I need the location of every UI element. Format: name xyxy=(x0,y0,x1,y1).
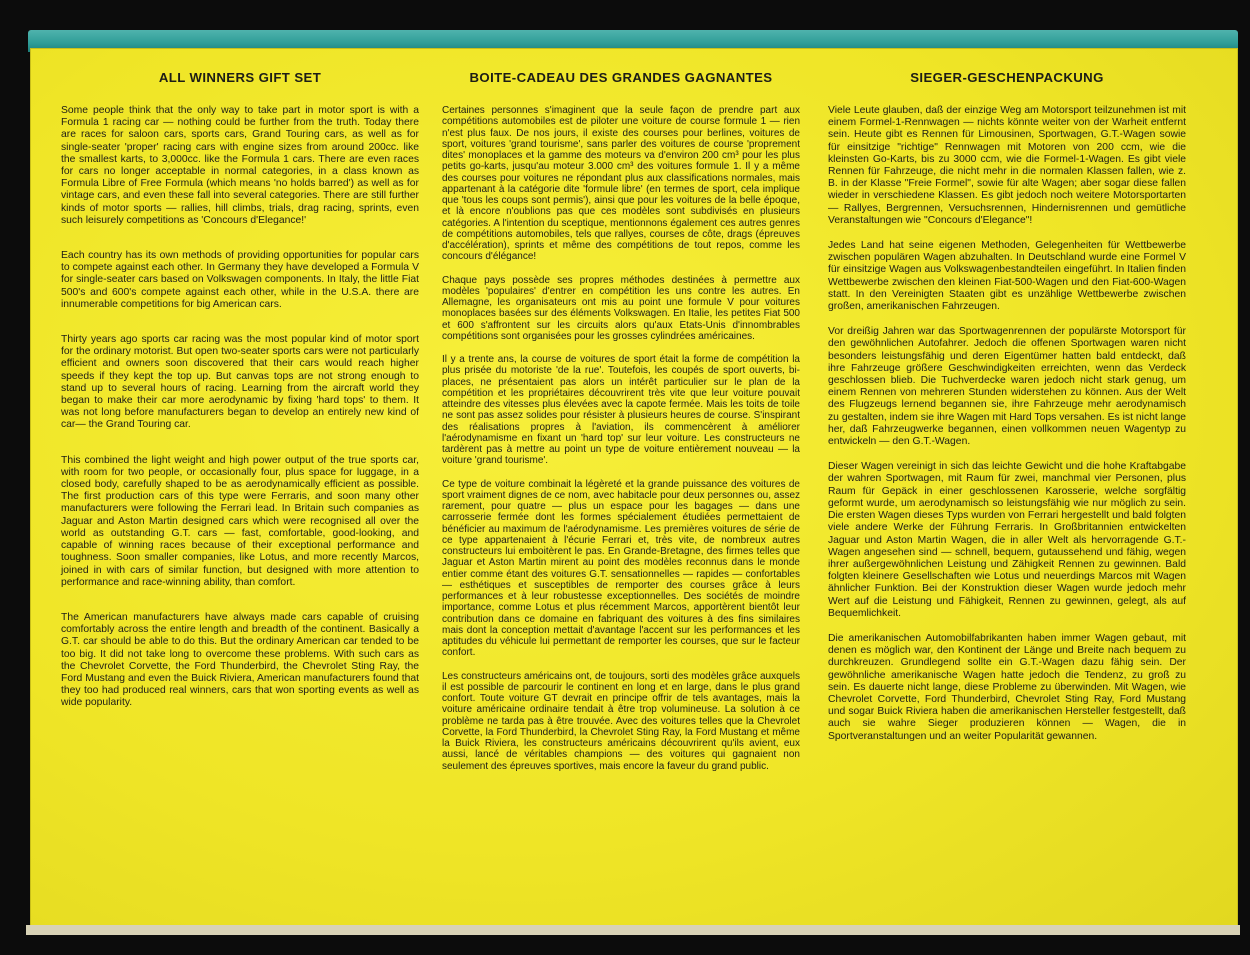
heading-english: ALL WINNERS GIFT SET xyxy=(158,70,322,85)
paragraph: Les constructeurs américains ont, de toujours, sorti des modèles grâce auxquels il est possible de parcourir le continent en long et en large, dans le plus grand confort. Toute voiture GT devrait en principe offrir de tels avantages, mais la voiture américaine ordinaire tendait à être trop volumineuse. La solution à ce problème ne tarda pas à être trouvée. Avec des voitures telles que la Chevrolet Corvette, la Ford Thunderbird, la Chevrolet Sting Ray, la Ford Mustang et même la Buick Riviera, les constructeurs américains découvrirent qu'ils avient, eux aussi, lancé de véritables champions — des voitures qui gagnaient non seulement des épreuves sportives, mais encore la faveur du grand public. xyxy=(442,670,800,772)
heading-german: SIEGER-GESCHENPACKUNG xyxy=(910,70,1104,85)
heading-french: BOITE-CADEAU DES GRANDES GAGNANTES xyxy=(469,70,773,85)
paragraph: Dieser Wagen vereinigt in sich das leichte Gewicht und die hohe Kraftabgabe der wahren Sportwagen, mit Raum für zwei, manchmal vier Personen, plus Raum für Gepäck in einer geschlossenen Karosserie, welche sorgfältig geformt wurde, um aerodynamisch so leistungsfähig wie nur möglich zu sein. Die ersten Wagen dieses Typs wurden von Ferrari hergestellt und bald folgten viele andere Werke der Führung Ferraris. In Großbritannien entwickelten Jaguar und Aston Martin Wagen, die in aller Welt als hervorragende G.T.-Wagen angesehen sind — schnell, bequem, gutaussehend und fähig, wegen ihrer außergewöhnlichen Leistung und Zähigkeit Rennen zu gewinnen. Bald folgten kleinere Gesellschaften wie Lotus und neuerdings Marcos mit Wagen ähnlicher Funktion. Bei der Konstruktion dieser Wagen wurde jedoch mehr Wert auf die Leistung und Fähigkeit, Rennen zu gewinnen, gelegt, als auf Bequemlichkeit. xyxy=(828,461,1186,619)
column-english xyxy=(61,70,419,733)
paragraph: This combined the light weight and high power output of the true sports car, with room for two people, or occasionally four, plus space for luggage, in a closed body, carefully shaped to be as aerodynamically efficient as possible. The first production cars of this type were Ferraris, and soon many other manufacturers were following the Ferrari lead. In Britain such companies as Jaguar and Aston Martin designed cars which were recognised all over the world as outstanding G.T. cars — fast, comfortable, good-looking, and capable of winning races because of their exceptional performance and toughness. Soon smaller companies, like Lotus, and more recently Marcos, joined in with cars of similar function, but designed with more attention to performance and race-winning ability, than comfort. xyxy=(61,454,419,588)
paragraph: Chaque pays possède ses propres méthodes destinées à permettre aux modèles 'populaires' d'entrer en compétition les uns contre les autres. En Allemagne, les organisateurs ont mis au point une formule V pour voitures monoplaces basées sur des éléments Volkswagen. En Italie, les petites Fiat 500 et 600 s'affrontent sur les circuits alors qu'aux Etats-Unis d'innombrables compétitions sont organisées pour les grosses cylindrées américaines. xyxy=(442,274,800,342)
paragraph: Vor dreißig Jahren war das Sportwagenrennen der populärste Motorsport für den gewöhnlichen Autofahrer. Jedoch die offenen Sportwagen waren nicht besonders leistungsfähig und deren Eigentümer hatten bald entdeckt, daß ihre Fahrzeuge größere Geschwindigkeiten erreichten, wenn das Verdeck geschlossen blieb. Die Tuchverdecke waren jedoch nicht stark genug, um einem Rennen von mehreren Stunden widerstehen zu können. Aus der Welt des Flugzeugs lernend begannen sie, ihre Fahrzeuge mehr aerodynamisch zu gestalten, indem sie ihre Wagen mit Hard Tops versahen. Es ist nicht lange her, daß Fahrzeugwerke begannen, einen vollkommen neuen Wagentyp zu entwickeln — den G.T.-Wagen. xyxy=(828,326,1186,448)
box-back-panel xyxy=(30,48,1238,928)
paragraph: Some people think that the only way to take part in motor sport is with a Formula 1 racing car — nothing could be further from the truth. Today there are races for saloon cars, sports cars, Grand Touring cars, as well as for single-seater 'proper' racing cars with engine sizes from around 200cc. like the smallest karts, to 3,000cc. like the Formula 1 cars. There are even races for cars no longer acceptable in normal categories, in a class known as Formula Libre of Free Formula (which means 'no holds barred') as well as for vintage cars, and even these fall into several categories. There are still further kinds of motor sports — rallies, hill climbs, trials, drag racing, sprints, even such leisurely competitions as 'Concours d'Elegance!' xyxy=(61,105,419,226)
column-german xyxy=(828,70,1186,756)
paragraph: Il y a trente ans, la course de voitures de sport était la forme de compétition la plus prisée du motoriste 'de la rue'. Toutefois, les coupés de sport ouverts, bi-places, ne présentaient pas alors un intérêt particulier sur le plan de la compétition et les propriétaires découvrirent très vite que leur voiture pouvait atteindre des vitesses plus élevées avec la capote fermée. Mais les toits de toile ne sont pas assez solides pour résister à plusieurs heures de course. S'inspirant des réalisations propres à l'aviation, ils commencèrent à améliorer l'aérodynamisme en fixant un 'hard top' sur leur voiture. Les constructeurs ne tardèrent pas à mettre au point un type de voiture entièrement nouveau — la voiture 'grand tourisme'. xyxy=(442,354,800,467)
paragraph: Certaines personnes s'imaginent que la seule façon de prendre part aux compétitions automobiles est de piloter une voiture de course formule 1 — rien n'est plus faux. De nos jours, il existe des courses pour berlines, voitures de sport, voitures 'grand tourisme', sans parler des voitures de course 'proprement dites' monoplaces et la gamme des moteurs va d'environ 200 cm³ pour les plus petits go-karts, jusqu'au moteur 3.000 cm³ des voitures formule 1. Il y a même des courses pour voitures ne répondant plus aux classifications normales, mais appartenant à la catégorie dite 'formule libre' (en termes de sport, cela implique que 'tous les coups sont permis'), ainsi que pour les voitures de la belle époque, et là encore n'oublions pas que ces modèles sont subdivisés en plusieurs catégories. A l'intention du sceptique, mentionnons également ces autres genres de compétitions automobiles, tels que rallyes, courses de côte, drags (épreuves d'accélération), sprints et même des compétitions de tout repos, comme les concours d'élégance! xyxy=(442,105,800,263)
paragraph: Ce type de voiture combinait la légèreté et la grande puissance des voitures de sport vraiment dignes de ce nom, avec habitacle pour deux personnes ou, assez rarement, pour quatre — plus un espace pour les bagages — dans une carrosserie fermée dont les formes spécialement étudiées permettaient de bénéficier au maximum de l'aérodynamisme. Les premières voitures de série de ce type appartenaient à l'écurie Ferrari et, très vite, de nombreux autres constructeurs lui emboitèrent le pas. En Grande-Bretagne, des firmes telles que Jaguar et Aston Martin mirent au point des modèles reconnus dans le monde entier comme étant des voitures G.T. sensationnelles — rapides — confortables — esthétiques et susceptibles de remporter des courses grâce à leurs performances et à leur robustesse exceptionnelles. Des sociétés de moindre importance, comme Lotus et plus récemment Marcos, apportèrent bientôt leur contribution dans ce domaine en fabriquant des voitures à des fins similaires mais dont la conception mettait d'avantage l'accent sur les performances et les aptitudes du véhicule lui permettant de remporter les courses, que sur le facteur confort. xyxy=(442,478,800,659)
paragraph: Each country has its own methods of providing opportunities for popular cars to compete against each other. In Germany they have developed a Formula V for single-seater cars based on Volkswagen components. In Italy, the little Fiat 500's and 600's compete against each other, while in the U.S.A. there are innumerable competitions for big American cars. xyxy=(61,250,419,310)
paragraph: The American manufacturers have always made cars capable of cruising comfortably across the entire length and breadth of the continent. Basically a G.T. car should be able to do this. But the ordinary American car tended to be too big. It did not take long to overcome these problems. With such cars as the Chevrolet Corvette, the Ford Thunderbird, the Chevrolet Sting Ray, the Ford Mustang and even the Buick Riviera, American manufacturers found that they too had produced real winners, cars that won sporting events as well as wide popularity. xyxy=(61,611,419,709)
box-bottom-edge xyxy=(26,925,1240,935)
column-french xyxy=(442,70,800,784)
paragraph: Die amerikanischen Automobilfabrikanten haben immer Wagen gebaut, mit denen es möglich war, den Kontinent der Länge und Breite nach bequem zu durchkreuzen. Grundlegend sollte ein G.T.-Wagen dazu fähig sein. Der gewöhnliche amerikanische Wagen hatte jedoch die Tendenz, zu groß zu sein. Es dauerte nicht lange, diese Probleme zu überwinden. Mit Wagen, wie Chevrolet Corvette, Ford Thunderbird, Chevrolet Sting Ray, Ford Mustang und sogar Buick Riviera haben die amerikanischen Hersteller festgestellt, daß auch sie wahre Sieger produzieren können — Wagen, die in Sportveranstaltungen und an weiter Popularität gewannen. xyxy=(828,632,1186,742)
paragraph: Jedes Land hat seine eigenen Methoden, Gelegenheiten für Wettbewerbe zwischen populären Wagen abzuhalten. In Deutschland wurde eine Formel V für einsitzige Wagen aus Volkswagenbestandteilen eingeführt. In Italien finden Wettbewerbe zwischen den kleinen Fiat-500-Wagen und den Fiat-600-Wagen statt. In den Vereinigten Staaten gibt es unzählige Wettbewerbe zwischen großen, amerikanischen Fahrzeugen. xyxy=(828,240,1186,313)
paragraph: Viele Leute glauben, daß der einzige Weg am Motorsport teilzunehmen ist mit einem Formel-1-Rennwagen — nichts könnte weiter von der Warheit entfernt sein. Heute gibt es Rennen für Limousinen, Sportwagen, G.T.-Wagen sowie für einsitzige "richtige" Rennwagen mit Motoren von 200 ccm, wie die kleinsten Go-Karts, bis zu 3000 ccm, wie die Formel-1-Wagen. Es gibt viele Rennen für Fahrzeuge, die nicht mehr in die normalen Klassen fallen, wie z. B. in der Klasse "Freie Formel", sowie für alte Wagen; aber sogar diese fallen wieder in verschiedene Klassen. Es gibt jedoch noch weitere Motorsportarten — Rallyes, Bergrennen, Versuchsrennen, Hindernisrennen und gemütliche Veranstaltungen wie "Concours d'Elegance"! xyxy=(828,105,1186,226)
paragraph: Thirty years ago sports car racing was the most popular kind of motor sport for the ordinary motorist. But open two-seater sports cars were not particularly efficient and owners soon discovered that their cars would reach higher speeds if they kept the top up. But canvas tops are not strong enough to stand up to several hours of racing. Learning from the aircraft world they began to make their car more aerodynamic by fixing 'hard tops' to them. It was not long before manufacturers began to develop an entirely new kind of car— the Grand Touring car. xyxy=(61,334,419,431)
